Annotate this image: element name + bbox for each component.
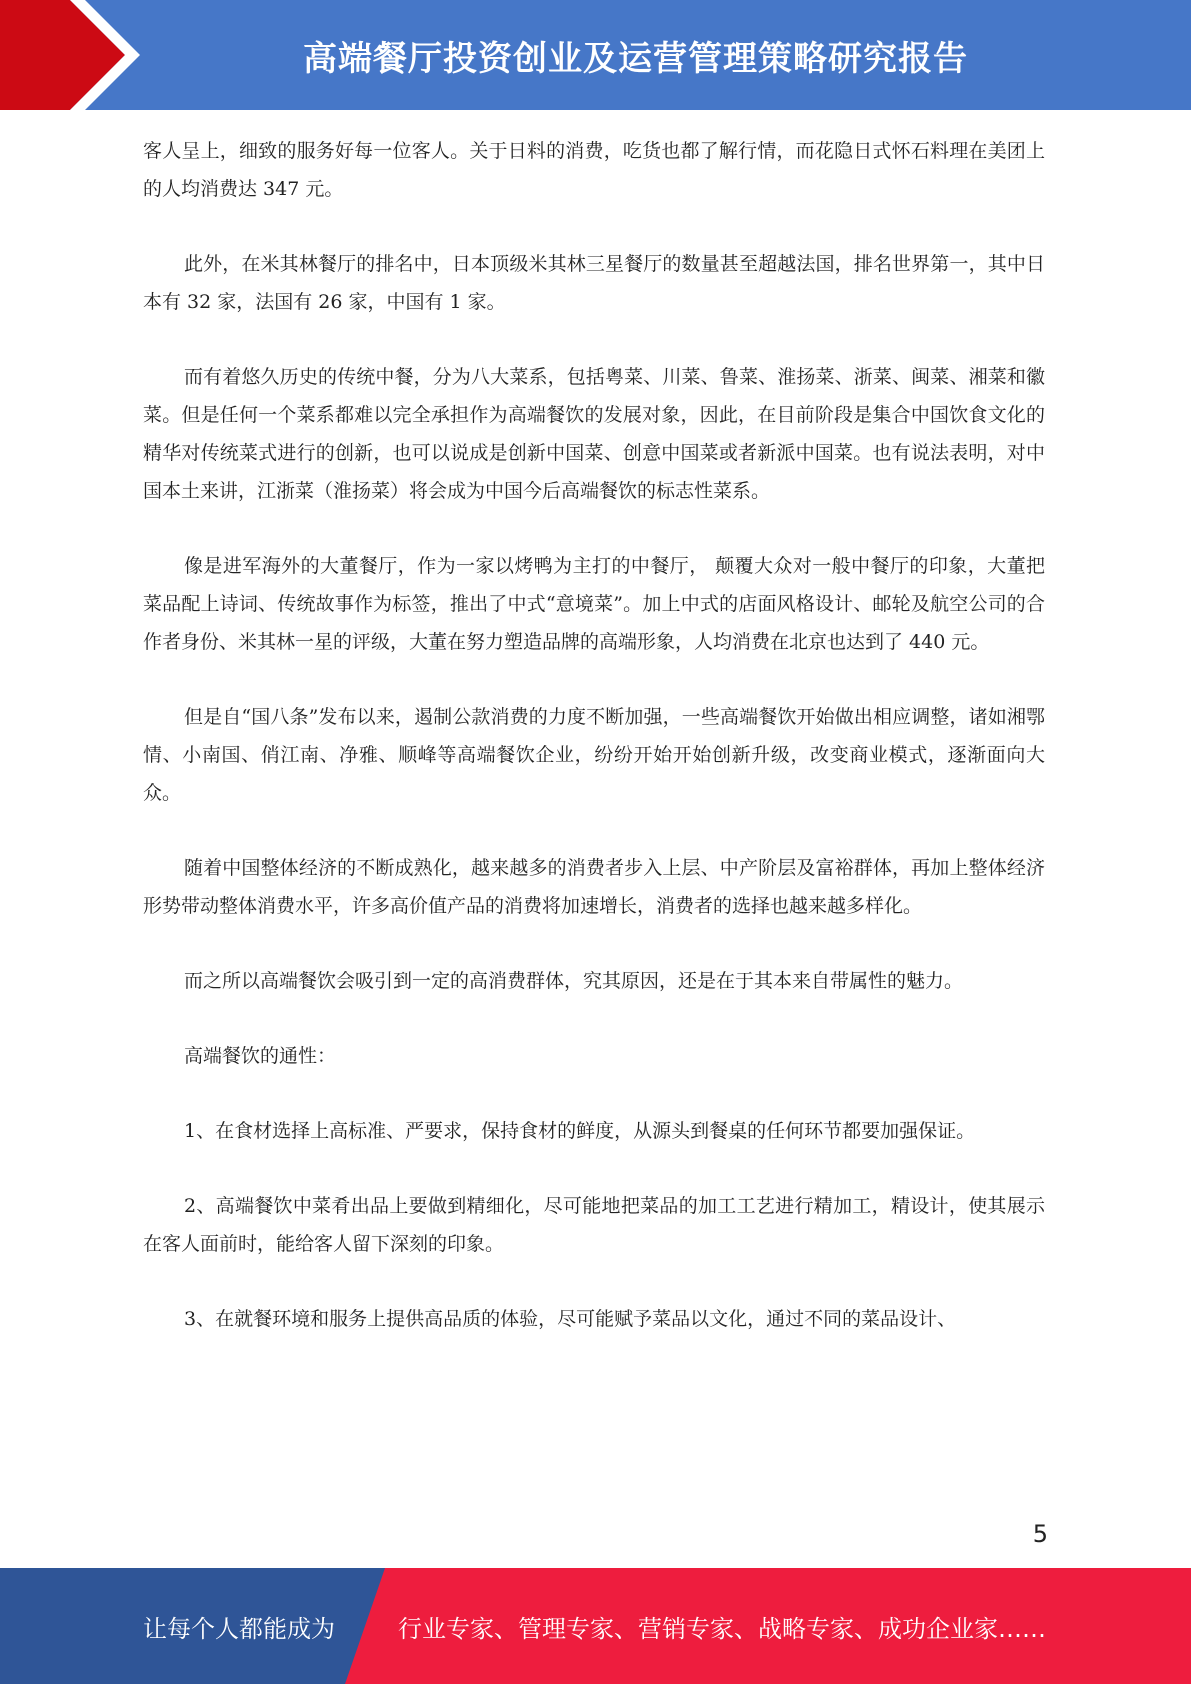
- paragraph-2: 此外，在米其林餐厅的排名中，日本顶级米其林三星餐厅的数量甚至超越法国，排名世界第一，其中日本有 32 家，法国有 26 家，中国有 1 家。: [143, 253, 1045, 313]
- paragraph-3: 而有着悠久历史的传统中餐，分为八大菜系，包括粤菜、川菜、鲁菜、淮扬菜、浙菜、闽菜、湘菜和徽菜。但是任何一个菜系都难以完全承担作为高端餐饮的发展对象，因此，在目前阶段是集合中国饮食文化的精华对传统菜式进行的创新，也可以说成是创新中国菜、创意中国菜或者新派中国菜。也有说法表明，对中国本土来讲，江浙菜（淮扬菜）将会成为中国今后高端餐饮的标志性菜系。: [143, 366, 1045, 502]
- paragraph-4: 像是进军海外的大董餐厅，作为一家以烤鸭为主打的中餐厅， 颠覆大众对一般中餐厅的印象，大董把菜品配上诗词、传统故事作为标签，推出了中式“意境菜”。加上中式的店面风格设计、邮轮及航空公司的合作者身份、米其林一星的评级，大董在努力塑造品牌的高端形象，人均消费在北京也达到了 440 元。: [143, 555, 1045, 653]
- page-footer: [0, 1568, 1191, 1684]
- document-body: [143, 132, 1045, 1375]
- list-item-3: 3、在就餐环境和服务上提供高品质的体验，尽可能赋予菜品以文化，通过不同的菜品设计、: [184, 1308, 957, 1330]
- footer-slogan-right: 行业专家、管理专家、营销专家、战略专家、成功企业家……: [398, 1614, 1046, 1643]
- header-chevron-decoration: [0, 0, 160, 110]
- page-number: 5: [1032, 1520, 1048, 1548]
- paragraph-1: 客人呈上，细致的服务好每一位客人。关于日料的消费，吃货也都了解行情，而花隐日式怀石料理在美团上的人均消费达 347 元。: [143, 140, 1045, 200]
- section-heading: 高端餐饮的通性：: [184, 1045, 337, 1067]
- paragraph-6: 随着中国整体经济的不断成熟化，越来越多的消费者步入上层、中产阶层及富裕群体，再加上整体经济形势带动整体消费水平，许多高价值产品的消费将加速增长，消费者的选择也越来越多样化。: [143, 857, 1045, 917]
- list-item-1: 1、在食材选择上高标准、严要求，保持食材的鲜度，从源头到餐桌的任何环节都要加强保证。: [184, 1120, 976, 1142]
- footer-slogan-left: 让每个人都能成为: [143, 1614, 335, 1643]
- report-title: 高端餐厅投资创业及运营管理策略研究报告: [303, 38, 968, 79]
- paragraph-5: 但是自“国八条”发布以来，遏制公款消费的力度不断加强，一些高端餐饮开始做出相应调整，诸如湘鄂情、小南国、俏江南、净雅、顺峰等高端餐饮企业，纷纷开始开始创新升级，改变商业模式，逐渐面向大众。: [143, 706, 1045, 804]
- page-header: [0, 0, 1191, 110]
- list-item-2: 2、高端餐饮中菜肴出品上要做到精细化，尽可能地把菜品的加工工艺进行精加工，精设计，使其展示在客人面前时，能给客人留下深刻的印象。: [143, 1195, 1045, 1255]
- paragraph-7: 而之所以高端餐饮会吸引到一定的高消费群体，究其原因，还是在于其本来自带属性的魅力。: [184, 970, 964, 992]
